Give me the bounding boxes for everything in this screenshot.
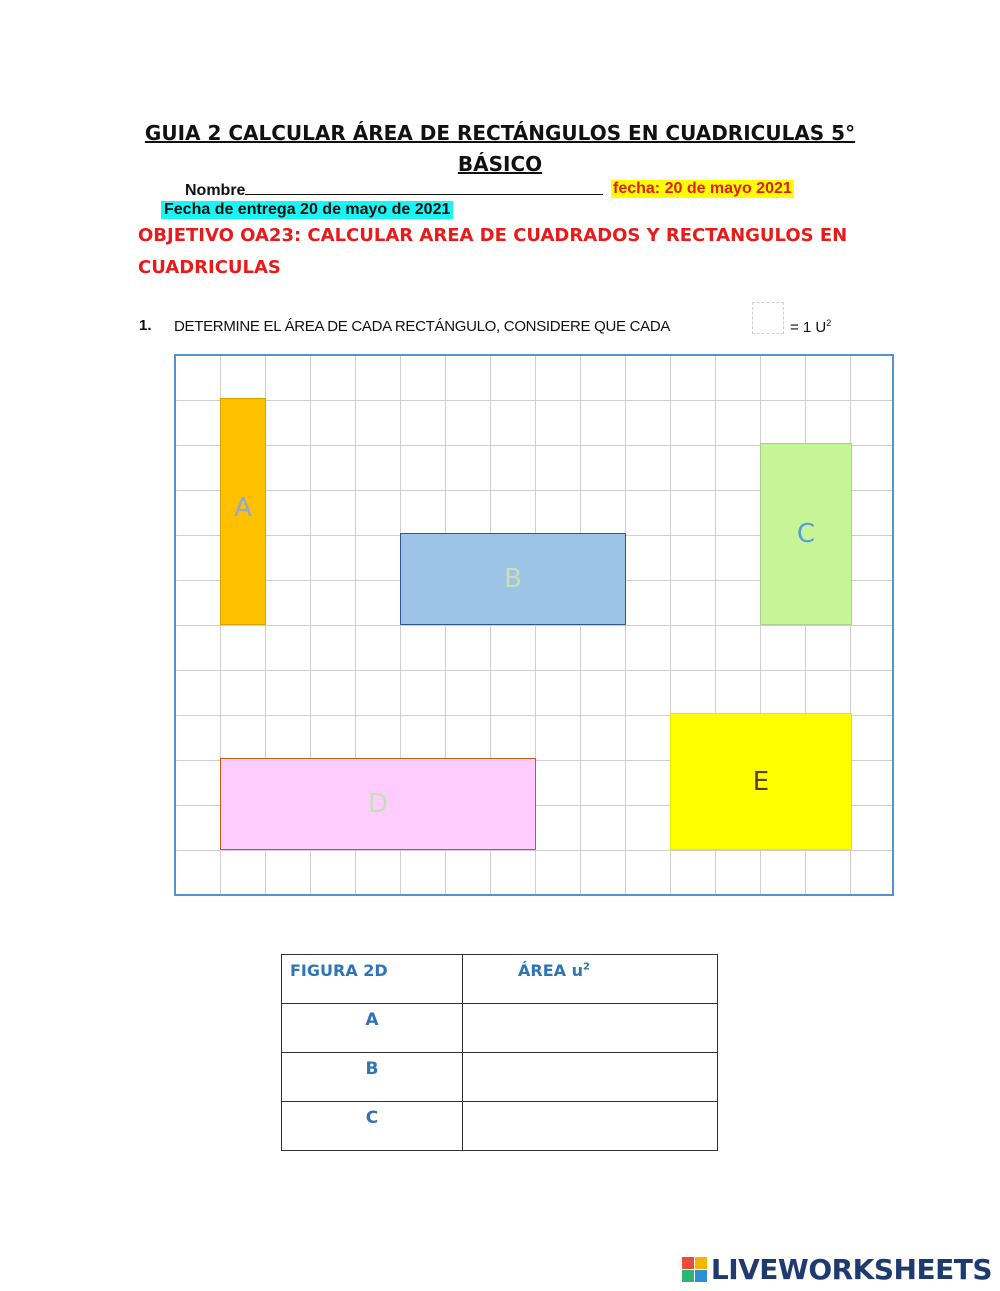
logo-block-i [695, 1257, 707, 1269]
figure-cell [282, 1004, 463, 1053]
logo-block-e [695, 1270, 707, 1282]
rectangle-d [220, 758, 536, 850]
table-header-row [282, 955, 718, 1004]
worksheet-title [0, 118, 1000, 180]
answer-table [281, 954, 718, 1151]
logo-block-v [682, 1270, 694, 1282]
figure-cell [282, 1053, 463, 1102]
square-grid [174, 354, 894, 896]
rectangle-b-label: B [504, 564, 522, 594]
title-line-2: BÁSICO [457, 152, 543, 176]
due-date-text: Fecha de entrega 20 de mayo de 2021 [161, 201, 453, 219]
table-row [282, 1102, 718, 1151]
rectangle-a [220, 398, 266, 625]
figure-label: B [365, 1059, 379, 1079]
liveworksheets-icon [682, 1257, 707, 1282]
header-figura-cell [282, 955, 463, 1004]
header-figura: FIGURA 2D [290, 961, 388, 980]
name-field [185, 180, 603, 200]
unit-equation [790, 318, 831, 336]
date-text: fecha: 20 de mayo 2021 [613, 180, 792, 197]
table-row [282, 1004, 718, 1053]
header-area-label: ÁREA u [518, 961, 583, 980]
title-line-1: GUIA 2 CALCULAR ÁREA DE RECTÁNGULOS EN CUADRICULAS 5° [144, 121, 856, 145]
area-answer-input[interactable] [463, 1102, 718, 1151]
unit-text: = 1 U [790, 319, 827, 336]
liveworksheets-wordmark: LIVEWORKSHEETS [710, 1253, 992, 1286]
rectangle-c-label: C [796, 519, 816, 549]
name-label: Nombre [185, 182, 246, 199]
objective-text: OBJETIVO OA23: CALCULAR AREA DE CUADRADOS Y RECTANGULOS EN CUADRICULAS [138, 225, 848, 278]
logo-block-l [682, 1257, 694, 1269]
unit-exponent: 2 [826, 318, 832, 328]
table-row [282, 1053, 718, 1102]
rectangle-d-label: D [367, 789, 389, 819]
header-area [463, 955, 717, 980]
rectangle-a-label: A [234, 492, 252, 523]
header-area-cell [463, 955, 718, 1004]
area-answer-input[interactable] [463, 1053, 718, 1102]
area-answer-input[interactable] [463, 1004, 718, 1053]
liveworksheets-logo [682, 1253, 992, 1286]
figure-label: A [365, 1010, 379, 1030]
unit-square-icon [752, 302, 784, 334]
rectangle-e-label: E [752, 766, 770, 797]
question-number: 1. [139, 317, 152, 334]
name-line[interactable] [245, 180, 603, 195]
figure-label: C [365, 1108, 379, 1128]
question-text: DETERMINE EL ÁREA DE CADA RECTÁNGULO, CONSIDERE QUE CADA [174, 318, 671, 335]
figure-cell [282, 1102, 463, 1151]
header-area-exponent: 2 [582, 961, 590, 973]
rectangle-b [400, 533, 626, 625]
rectangle-e [670, 713, 852, 850]
rectangle-c [760, 443, 852, 625]
